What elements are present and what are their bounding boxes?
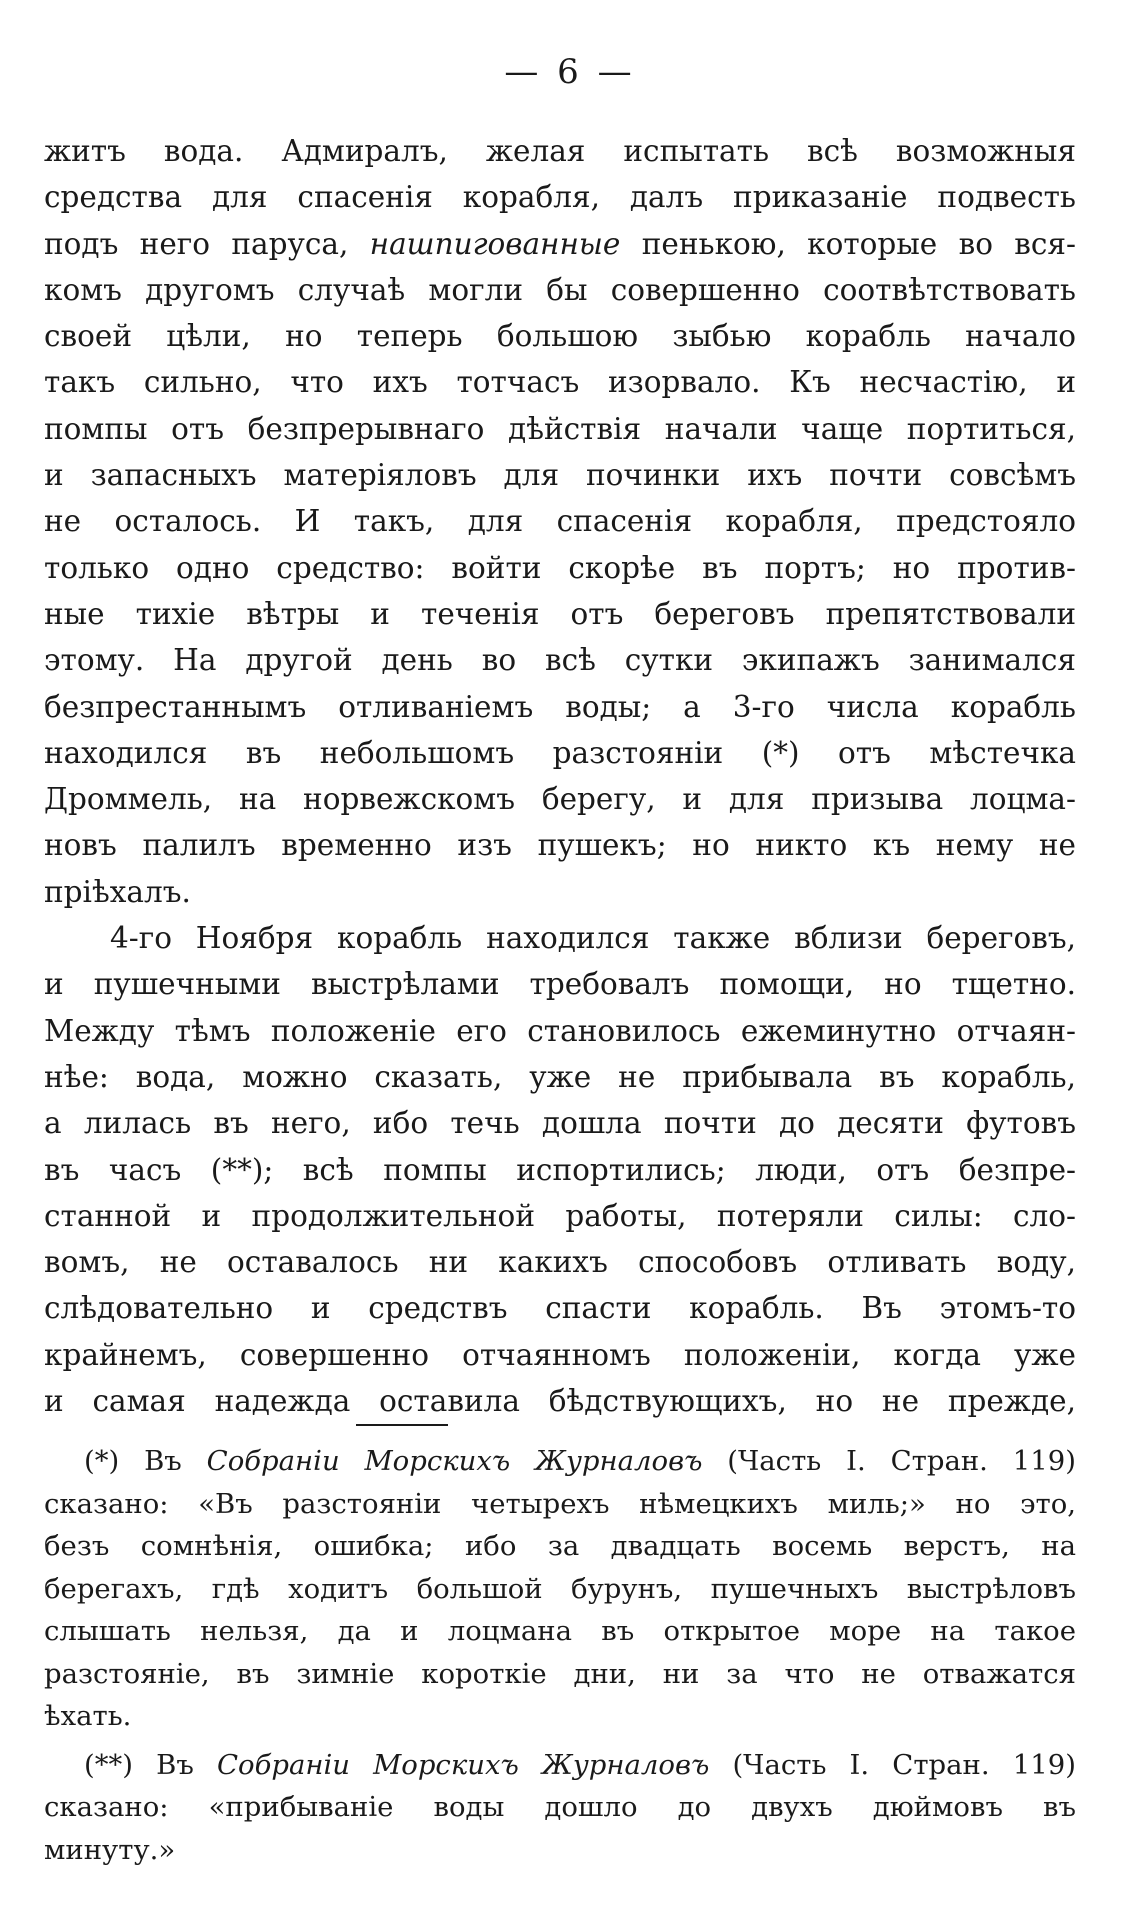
text-line: такъ сильно, что ихъ тотчасъ изорвало. Къ несчастію, и — [44, 365, 1076, 400]
text-line: комъ другомъ случаѣ могли бы совершенно соотвѣтствовать — [44, 272, 1076, 307]
text-line: подъ него паруса, нашпигованные пенькою, которые во вся- — [44, 226, 1076, 261]
paragraph-1 — [44, 128, 1076, 915]
footnote-marker: (*) — [84, 1445, 120, 1477]
footnote-line: сказано: «Въ разстояніи четырехъ нѣмецкихъ миль;» но это, — [44, 1487, 1076, 1520]
text-line: въ часъ (**); всѣ помпы испортились; люди, отъ безпре- — [44, 1152, 1076, 1187]
text-line: находился въ небольшомъ разстояніи (*) отъ мѣстечка — [44, 735, 1076, 770]
footnote-line: безъ сомнѣнія, ошибка; ибо за двадцать восемь верстъ, на — [44, 1530, 1076, 1562]
footnote-2 — [44, 1744, 1076, 1872]
text-line: а лилась въ него, ибо течь дошла почти до десяти футовъ — [44, 1106, 1076, 1141]
journal-title: Собраніи Морскихъ Журналовъ — [216, 1748, 710, 1781]
footnote-line — [44, 1440, 1076, 1483]
text-line: помпы отъ безпрерывнаго дѣйствія начали чаще портиться, — [44, 411, 1076, 446]
footnotes — [44, 1440, 1076, 1877]
text-line: и самая надежда оставила бѣдствующихъ, но не прежде, — [44, 1384, 1076, 1419]
text-line: крайнемъ, совершенно отчаянномъ положеніи, когда уже — [44, 1337, 1076, 1372]
text-line: вомъ, не оставалось ни какихъ способовъ отливать воду, — [44, 1245, 1076, 1280]
text-line: нѣе: вода, можно сказать, уже не прибывала въ корабль, — [44, 1059, 1076, 1094]
footnote-text: Въ — [156, 1748, 194, 1781]
journal-title: Собраніи Морскихъ Журналовъ — [206, 1445, 703, 1477]
footnote-reference: (Часть I. Стран. 119) — [732, 1748, 1076, 1781]
text-line: безпрестаннымъ отливаніемъ воды; а 3-го числа корабль — [44, 689, 1076, 724]
text-line: станной и продолжительной работы, потеряли силы: сло- — [44, 1198, 1076, 1233]
footnote-line: сказано: «прибываніе воды дошло до двухъ дюймовъ въ — [44, 1791, 1076, 1823]
footnote-line: ѣхать. — [44, 1700, 132, 1732]
text-line: житъ вода. Адмиралъ, желая испытать всѣ возможныя — [44, 134, 1076, 168]
footnote-line: берегахъ, гдѣ ходитъ большой бурунъ, пушечныхъ выстрѣловъ — [44, 1572, 1076, 1605]
footnote-line: слышать нельзя, да и лоцмана въ открытое море на такое — [44, 1615, 1076, 1647]
footnote-line: минуту.» — [44, 1833, 176, 1866]
text-line: слѣдовательно и средствъ спасти корабль. Въ этомъ-то — [44, 1291, 1076, 1326]
text-line: только одно средство: войти скорѣе въ портъ; но против- — [44, 550, 1076, 585]
text-line: ные тихіе вѣтры и теченія отъ береговъ препятствовали — [44, 596, 1076, 631]
text-line: не осталось. И такъ, для спасенія корабля, предстояло — [44, 504, 1076, 539]
text-line: новъ палилъ временно изъ пушекъ; но никто къ нему не — [44, 828, 1076, 863]
footnote-line: разстояніе, въ зимніе короткіе дни, ни за что не отважатся — [44, 1657, 1076, 1690]
main-text — [44, 128, 1076, 1424]
text-line: своей цѣли, но теперь большою зыбью корабль начало — [44, 319, 1076, 354]
text-line: этому. На другой день во всѣ сутки экипажъ занимался — [44, 643, 1076, 678]
text-line: 4-го Ноября корабль находился также вблизи береговъ, — [110, 921, 1076, 956]
text-line: и запасныхъ матеріяловъ для починки ихъ почти совсѣмъ — [44, 458, 1076, 493]
footnote-marker: (**) — [84, 1748, 133, 1781]
footnote-line — [44, 1744, 1076, 1787]
text-line: средства для спасенія корабля, далъ приказаніе подвесть — [44, 180, 1076, 215]
text-line: Между тѣмъ положеніе его становилось ежеминутно отчаян- — [44, 1013, 1076, 1048]
paragraph-2 — [44, 915, 1076, 1424]
footnote-text: Въ — [144, 1445, 182, 1477]
page-number: — 6 — — [504, 52, 636, 92]
footnote-1 — [44, 1440, 1076, 1738]
footnote-divider — [356, 1424, 448, 1426]
text-line: и пушечными выстрѣлами требовалъ помощи, но тщетно. — [44, 967, 1076, 1002]
footnote-reference: (Часть I. Стран. 119) — [727, 1445, 1076, 1477]
text-line: пріѣхалъ. — [44, 874, 191, 909]
italic-phrase: нашпигованные — [369, 226, 621, 261]
text-line: Дроммель, на норвежскомъ берегу, и для призыва лоцма- — [44, 782, 1076, 817]
